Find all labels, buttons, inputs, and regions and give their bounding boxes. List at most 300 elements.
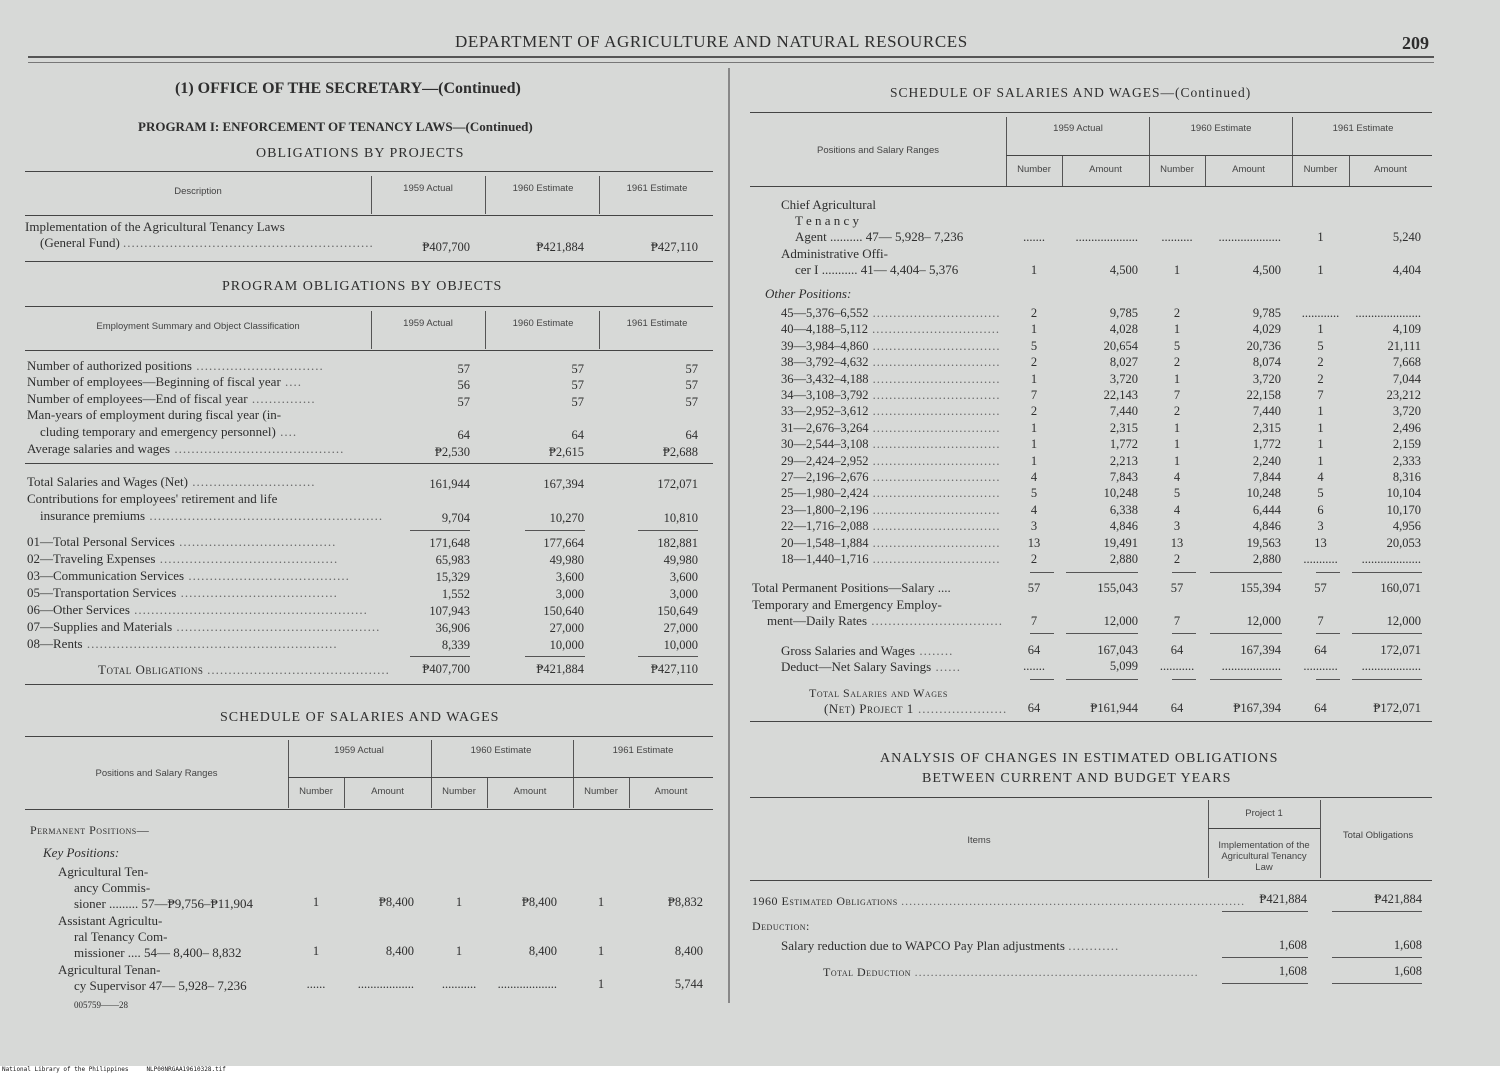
salary-range-row xyxy=(781,551,1001,567)
col-sep xyxy=(485,311,486,349)
salary-range-value: 19,563 xyxy=(1246,535,1281,550)
object-value: 8,339 xyxy=(441,638,470,652)
table-rule xyxy=(25,350,713,351)
subtotal-rule xyxy=(1332,957,1422,958)
leader-dots: ............................... xyxy=(868,519,1001,534)
leader-dots: ............................... xyxy=(868,486,1001,501)
salary-value: 10,270 xyxy=(549,511,584,525)
salary-range-value: 7 xyxy=(1173,388,1181,402)
table-rule xyxy=(750,186,1432,187)
salary-range-value: 13 xyxy=(1170,535,1184,550)
position-title-line: cy Supervisor 47— 5,928– 7,236 xyxy=(74,978,247,993)
salary-range-value: 1 xyxy=(1317,437,1324,452)
gross-salaries-value: 172,071 xyxy=(1380,643,1421,657)
salary-range-value: 1 xyxy=(1173,371,1181,386)
salary-value: 10,810 xyxy=(663,511,698,525)
project-value-1960: ₱421,884 xyxy=(536,240,584,254)
salary-range-value: 8,316 xyxy=(1392,470,1421,484)
summary-value: 57 xyxy=(571,395,584,409)
subtotal-rule xyxy=(1210,679,1282,680)
salary-range-value: 2,880 xyxy=(1252,552,1281,566)
salary-range-value: 5 xyxy=(1317,486,1324,501)
project-description-1: Implementation of the Agricultural Tenancy Laws xyxy=(25,219,285,234)
salary-range-value: 3,720 xyxy=(1392,404,1421,419)
total-net-value: ₱167,394 xyxy=(1233,701,1281,715)
position-title-line: Administrative Offi- xyxy=(781,246,888,261)
page-number: 209 xyxy=(1402,33,1429,53)
salary-range-row xyxy=(781,403,1001,419)
position-value: 4,404 xyxy=(1392,263,1421,277)
salary-range-value: 2 xyxy=(1030,306,1038,320)
object-value: 171,648 xyxy=(429,536,470,550)
obligations-by-projects-title: OBLIGATIONS BY PROJECTS xyxy=(256,146,465,161)
salary-label-text: Total Salaries and Wages (Net) xyxy=(27,474,188,489)
position-value: ....... xyxy=(1023,230,1045,244)
summary-label-text: Average salaries and wages xyxy=(27,441,171,456)
leader-dots: ............................... xyxy=(868,306,1001,320)
col-sep xyxy=(371,311,372,349)
table-rule xyxy=(25,809,713,810)
table-rule xyxy=(25,171,713,172)
scan-filename: NLP00NRGAA19610328.tif xyxy=(146,1066,226,1073)
header-subrule xyxy=(1208,828,1320,829)
salary-range-text: 38—3,792–4,632 xyxy=(781,355,869,370)
salary-value: 167,394 xyxy=(543,477,584,491)
col-header-1961: 1961 Estimate xyxy=(626,318,688,329)
salary-range-value: 2 xyxy=(1173,306,1181,320)
net-savings-value: ....... xyxy=(1023,659,1045,673)
salary-range-text: 33—2,952–3,612 xyxy=(781,404,869,419)
key-positions-label: Key Positions: xyxy=(43,845,120,860)
col-sep xyxy=(371,176,372,214)
salary-range-row xyxy=(781,321,1000,337)
salary-range-value: 4 xyxy=(1030,470,1038,484)
salary-range-value: 2 xyxy=(1030,552,1038,566)
summary-label xyxy=(27,374,302,390)
object-value: 177,664 xyxy=(543,536,584,550)
leader-dots: ...................................... xyxy=(184,568,350,583)
total-net-value: 64 xyxy=(1170,701,1184,715)
page-header-title: DEPARTMENT OF AGRICULTURE AND NATURAL RESOURCES xyxy=(455,32,968,51)
summary-label xyxy=(27,407,281,423)
salary-range-value: 23,212 xyxy=(1386,388,1421,402)
summary-value: 57 xyxy=(571,378,584,392)
summary-label-text: Number of employees—End of fiscal year xyxy=(27,391,248,406)
col-header-amount: Amount xyxy=(371,786,404,797)
salary-range-value: 10,248 xyxy=(1246,486,1281,501)
salary-range-value: 9,785 xyxy=(1252,306,1281,320)
salary-range-text: 20—1,548–1,884 xyxy=(781,535,869,550)
object-value: 1,552 xyxy=(441,587,470,601)
subtotal-rule xyxy=(1210,633,1282,634)
position-value: ₱8,832 xyxy=(667,895,703,909)
summary-label-text: Man-years of employment during fiscal year (in- xyxy=(27,407,282,422)
subtotal-rule xyxy=(1352,572,1422,573)
object-value: 150,649 xyxy=(657,604,698,618)
temporary-value: 7 xyxy=(1317,614,1324,628)
salary-range-value: 3,720 xyxy=(1252,371,1281,386)
salary-range-value: 5 xyxy=(1030,338,1038,353)
subtotal-rule xyxy=(1172,633,1196,634)
salary-range-value: 7,440 xyxy=(1252,404,1281,419)
temporary-label-line2 xyxy=(767,613,1003,629)
salary-range-value: 4,846 xyxy=(1109,519,1138,534)
salary-range-row xyxy=(781,387,1001,403)
gross-salaries-label xyxy=(781,643,953,659)
salary-range-text: 22—1,716–2,088 xyxy=(781,519,869,534)
subtotal-rule xyxy=(1222,957,1308,958)
subtotal-rule xyxy=(638,530,698,531)
temporary-label-line1: Temporary and Emergency Employ- xyxy=(752,597,942,612)
col-sep xyxy=(1320,800,1321,878)
object-label xyxy=(27,534,336,550)
salary-range-value: 5 xyxy=(1173,338,1181,353)
position-value: ₱8,400 xyxy=(378,895,414,909)
col-header-amount: Amount xyxy=(1374,164,1407,175)
salary-range-value: 1,772 xyxy=(1252,437,1281,452)
leader-dots: ............................... xyxy=(868,404,1001,419)
salary-range-value: 1 xyxy=(1030,437,1038,452)
subtotal-rule xyxy=(638,656,698,657)
salary-range-value: 2,880 xyxy=(1109,552,1138,566)
salary-range-value: 4,956 xyxy=(1392,519,1421,534)
col-header-1959: 1959 Actual xyxy=(403,318,453,329)
gross-label-text: Gross Salaries and Wages xyxy=(781,643,916,658)
subtotal-rule xyxy=(410,530,470,531)
col-sep xyxy=(1149,117,1150,187)
project-value-1961: ₱427,110 xyxy=(650,240,698,254)
subtotal-rule xyxy=(525,656,585,657)
salary-range-value: 3 xyxy=(1173,519,1181,534)
salary-range-text: 36—3,432–4,188 xyxy=(781,371,869,386)
col-header-items: Items xyxy=(967,835,991,846)
subtotal-rule xyxy=(1316,572,1340,573)
col-sep xyxy=(431,740,432,808)
leader-dots: ............................. xyxy=(187,474,316,489)
salary-label xyxy=(27,491,277,507)
col-header-1961: 1961 Estimate xyxy=(626,183,688,194)
object-value: 15,329 xyxy=(435,570,470,584)
summary-label xyxy=(27,358,324,374)
header-rule-thin xyxy=(28,62,1434,63)
position-value: 5,744 xyxy=(674,977,703,991)
summary-value: 64 xyxy=(685,428,698,442)
salary-range-text: 40—4,188–5,112 xyxy=(781,322,869,337)
salary-range-value: 8,074 xyxy=(1252,355,1281,370)
salary-label xyxy=(40,508,383,524)
summary-value: ₱2,615 xyxy=(548,445,584,459)
col-header-employment: Employment Summary and Object Classification xyxy=(96,321,300,332)
salary-range-value: 10,104 xyxy=(1386,486,1421,501)
salary-range-value: 7,668 xyxy=(1392,355,1421,370)
salary-range-value: 1 xyxy=(1030,420,1038,435)
temporary-value: 12,000 xyxy=(1246,614,1281,628)
total-obligations-label: Total Obligations ........................................... xyxy=(98,662,390,677)
leader-dots: ............................... xyxy=(868,338,1001,353)
total-obligations-1960: ₱421,884 xyxy=(536,662,584,676)
leader-dots: .............................. xyxy=(192,358,324,373)
salary-range-row xyxy=(781,518,1001,534)
salary-range-value: 4 xyxy=(1173,470,1181,484)
leader-dots: ............................... xyxy=(868,437,1001,452)
col-header-number: Number xyxy=(299,786,333,797)
leader-dots: ............................... xyxy=(868,371,1001,386)
salary-range-value: 1 xyxy=(1173,437,1181,452)
position-value: .......... xyxy=(1161,230,1193,244)
schedule-title: SCHEDULE OF SALARIES AND WAGES xyxy=(220,710,500,725)
position-value: 1 xyxy=(455,944,463,958)
col-header-1959: 1959 Actual xyxy=(1053,123,1103,134)
position-value: 1 xyxy=(455,895,463,909)
salary-range-value: 1 xyxy=(1030,453,1038,468)
project-value-1959: ₱407,700 xyxy=(422,240,470,254)
salary-range-value: 1 xyxy=(1317,404,1324,419)
table-rule xyxy=(25,463,713,464)
table-rule xyxy=(25,736,713,737)
col-sep xyxy=(1292,117,1293,187)
position-title-line: T e n a n c y xyxy=(795,213,860,228)
subtotal-rule xyxy=(525,530,585,531)
leader-dots: ............................... xyxy=(868,453,1001,468)
total-permanent-value: 57 xyxy=(1027,581,1041,595)
table-rule xyxy=(25,684,713,685)
salary-value: 172,071 xyxy=(657,477,698,491)
salary-range-value: 9,785 xyxy=(1109,306,1138,320)
net-savings-value: ........... xyxy=(1303,659,1338,673)
table-rule xyxy=(25,306,713,307)
salary-range-row xyxy=(781,453,1001,469)
total-net-value: 64 xyxy=(1027,701,1041,715)
object-label-text: 02—Traveling Expenses xyxy=(27,551,156,566)
summary-value: 57 xyxy=(685,395,698,409)
col-header-amount: Amount xyxy=(1089,164,1122,175)
project-description-2: (General Fund) ........................................................... xyxy=(40,235,374,250)
salary-range-value: 5 xyxy=(1317,338,1324,353)
col-header-positions: Positions and Salary Ranges xyxy=(817,145,939,156)
salary-value: 161,944 xyxy=(429,477,470,491)
position-title-line: ancy Commis- xyxy=(74,880,151,895)
col-header-number: Number xyxy=(584,786,618,797)
col-header-implementation: Implementation of the Agricultural Tenancy Law xyxy=(1218,840,1310,873)
summary-label-text: Number of authorized positions xyxy=(27,358,192,373)
salary-range-value: 5 xyxy=(1030,486,1038,501)
leader-dots: ................................................ xyxy=(172,619,381,634)
salary-range-value: 10,248 xyxy=(1103,486,1138,501)
gross-salaries-value: 64 xyxy=(1314,643,1327,657)
leader-dots: ............................... xyxy=(868,502,1001,517)
object-label-text: 07—Supplies and Materials xyxy=(27,619,173,634)
net-savings-label-text: Deduct—Net Salary Savings xyxy=(781,659,932,674)
salary-range-value: 4 xyxy=(1173,502,1181,517)
total-permanent-value: 155,394 xyxy=(1240,581,1281,595)
salary-range-value: 10,170 xyxy=(1386,502,1421,517)
col-header-description: Description xyxy=(174,186,222,197)
leader-dots: ..................................... xyxy=(174,534,337,549)
position-value: ........... xyxy=(441,977,477,991)
summary-value: 57 xyxy=(571,362,584,376)
salary-range-text: 30—2,544–3,108 xyxy=(781,437,869,452)
subtotal-rule xyxy=(1210,572,1282,573)
col-header-number: Number xyxy=(1303,164,1338,175)
table-rule xyxy=(750,721,1432,722)
estimated-total: ₱421,884 xyxy=(1374,892,1422,906)
position-title-line: Agricultural Tenan- xyxy=(58,962,161,977)
leader-dots: .......................................... xyxy=(155,551,339,566)
object-label xyxy=(27,619,380,635)
position-value: 1 xyxy=(312,895,320,909)
position-value: ₱8,400 xyxy=(521,895,557,909)
salary-label-text: Contributions for employees' retirement and life xyxy=(27,491,278,506)
salary-range-value: 13 xyxy=(1027,535,1041,550)
salary-range-value: 7 xyxy=(1030,388,1038,402)
salary-range-value: 2 xyxy=(1030,404,1038,419)
position-value: 8,400 xyxy=(385,944,414,958)
leader-dots: ............................... xyxy=(868,322,1001,337)
total-net-label-text: (Net) Project 1 xyxy=(824,701,914,716)
salary-range-value: 20,654 xyxy=(1103,338,1138,353)
permanent-positions-label: Permanent Positions— xyxy=(30,823,150,837)
salary-range-value: 2,315 xyxy=(1252,420,1281,435)
total-permanent-value: 155,043 xyxy=(1097,581,1138,595)
position-title-line: ral Tenancy Com- xyxy=(74,929,168,944)
subtotal-rule xyxy=(1332,911,1422,912)
deduction-label: Deduction: xyxy=(752,919,810,933)
object-value: 65,983 xyxy=(435,553,470,567)
object-value: 3,600 xyxy=(555,570,584,584)
table-rule xyxy=(25,215,713,216)
col-header-project1: Project 1 xyxy=(1245,808,1283,819)
object-value: 150,640 xyxy=(543,604,584,618)
col-header-amount: Amount xyxy=(513,786,547,797)
salary-range-value: 4,029 xyxy=(1252,322,1281,337)
salary-range-value: 1 xyxy=(1173,322,1181,337)
object-value: 27,000 xyxy=(663,621,698,635)
salary-range-row xyxy=(781,469,1001,485)
temporary-value: 12,000 xyxy=(1386,614,1421,628)
position-title-line: missioner .... 54— 8,400– 8,832 xyxy=(74,945,242,960)
salary-range-value: ................... xyxy=(1361,552,1421,566)
position-value: .................. xyxy=(357,977,414,991)
col-sep xyxy=(599,176,600,214)
header-subrule xyxy=(288,777,713,778)
temporary-value: 7 xyxy=(1173,614,1181,628)
object-label xyxy=(27,585,338,601)
gross-salaries-value: 167,043 xyxy=(1097,643,1138,657)
leader-dots: ....................................................... xyxy=(129,602,368,617)
other-positions-label: Other Positions: xyxy=(765,286,852,301)
position-value: 1 xyxy=(1317,230,1324,244)
salary-range-text: 25—1,980–2,424 xyxy=(781,486,869,501)
salary-range-row xyxy=(781,305,1001,321)
salary-reduction-project1: 1,608 xyxy=(1278,938,1307,952)
subtotal-rule xyxy=(1172,572,1196,573)
salary-range-row xyxy=(781,338,1001,354)
salary-range-value: 1 xyxy=(1317,420,1324,435)
column-divider xyxy=(728,68,730,1003)
salary-range-value: 7,843 xyxy=(1109,470,1138,484)
library-credit: National Library of the Philippines xyxy=(2,1066,129,1073)
table-rule xyxy=(750,112,1432,113)
estimated-project1: ₱421,884 xyxy=(1259,892,1307,906)
net-savings-value: ................... xyxy=(1361,659,1421,673)
leader-dots: ............................... xyxy=(868,470,1001,484)
col-header-positions: Positions and Salary Ranges xyxy=(95,768,218,779)
salary-range-text: 39—3,984–4,860 xyxy=(781,338,869,353)
summary-label xyxy=(27,441,344,457)
col-header-1960: 1960 Estimate xyxy=(470,745,532,756)
gross-salaries-value: 167,394 xyxy=(1240,643,1281,657)
header-subrule xyxy=(1006,155,1432,156)
net-savings-value: ................... xyxy=(1221,659,1281,673)
object-value: 3,600 xyxy=(669,570,698,584)
salary-range-value: 3 xyxy=(1030,519,1038,534)
salary-range-value: 1 xyxy=(1030,371,1038,386)
salary-range-row xyxy=(781,535,1001,551)
salary-range-value: 2,315 xyxy=(1109,420,1138,435)
leader-dots: .... xyxy=(280,374,303,389)
table-rule xyxy=(25,261,713,262)
col-header-number: Number xyxy=(442,786,476,797)
salary-range-value: 2 xyxy=(1173,404,1181,419)
position-title-line: Chief Agricultural xyxy=(781,197,876,212)
col-sep xyxy=(288,740,289,808)
salary-range-value: ........... xyxy=(1303,552,1338,566)
position-value: 8,400 xyxy=(674,944,703,958)
col-sep xyxy=(1006,117,1007,187)
object-label-text: 03—Communication Services xyxy=(27,568,185,583)
summary-value: ₱2,688 xyxy=(662,445,698,459)
summary-value: 64 xyxy=(457,428,470,442)
table-rule xyxy=(750,797,1432,798)
salary-range-value: 2 xyxy=(1173,355,1181,370)
subtotal-rule xyxy=(410,656,470,657)
salary-range-value: 2,213 xyxy=(1109,453,1138,468)
salary-range-value: ............ xyxy=(1301,306,1340,320)
total-net-label-line2 xyxy=(824,701,1007,717)
position-value: 1 xyxy=(1173,263,1181,277)
subtotal-rule xyxy=(1352,679,1422,680)
summary-value: 57 xyxy=(685,362,698,376)
salary-range-text: 45—5,376–6,552 xyxy=(781,306,869,320)
salary-reduction-label: Salary reduction due to WAPCO Pay Plan adjustments ............ xyxy=(781,938,1120,953)
salary-range-value: 20,736 xyxy=(1246,338,1281,353)
salary-range-value: 4 xyxy=(1317,470,1324,484)
total-permanent-value: 160,071 xyxy=(1380,581,1421,595)
header-rule xyxy=(28,56,1434,58)
leader-dots: ............................... xyxy=(868,420,1001,435)
office-heading: (1) OFFICE OF THE SECRETARY—(Continued) xyxy=(175,80,521,97)
total-obligations-1959: ₱407,700 xyxy=(422,662,470,676)
program-heading: PROGRAM I: ENFORCEMENT OF TENANCY LAWS—(Continued) xyxy=(138,119,533,134)
net-savings-label xyxy=(781,659,961,675)
object-label xyxy=(27,602,368,618)
salary-range-value: 2,159 xyxy=(1392,437,1421,452)
position-value: .................... xyxy=(1075,230,1138,244)
table-rule xyxy=(750,880,1432,881)
salary-label-text: insurance premiums xyxy=(40,508,146,523)
summary-value: 57 xyxy=(685,378,698,392)
leader-dots: ............................... xyxy=(868,535,1001,550)
leader-dots: ..................................... xyxy=(176,585,338,600)
subtotal-rule xyxy=(1332,983,1422,984)
leader-dots: ....................................................... xyxy=(145,508,384,523)
salary-range-row xyxy=(781,420,1001,436)
summary-label xyxy=(27,391,316,407)
col-header-1960: 1960 Estimate xyxy=(512,183,574,194)
salary-range-value: 3,720 xyxy=(1109,371,1138,386)
position-value: 1 xyxy=(1317,263,1324,277)
salary-range-row xyxy=(781,485,1001,501)
